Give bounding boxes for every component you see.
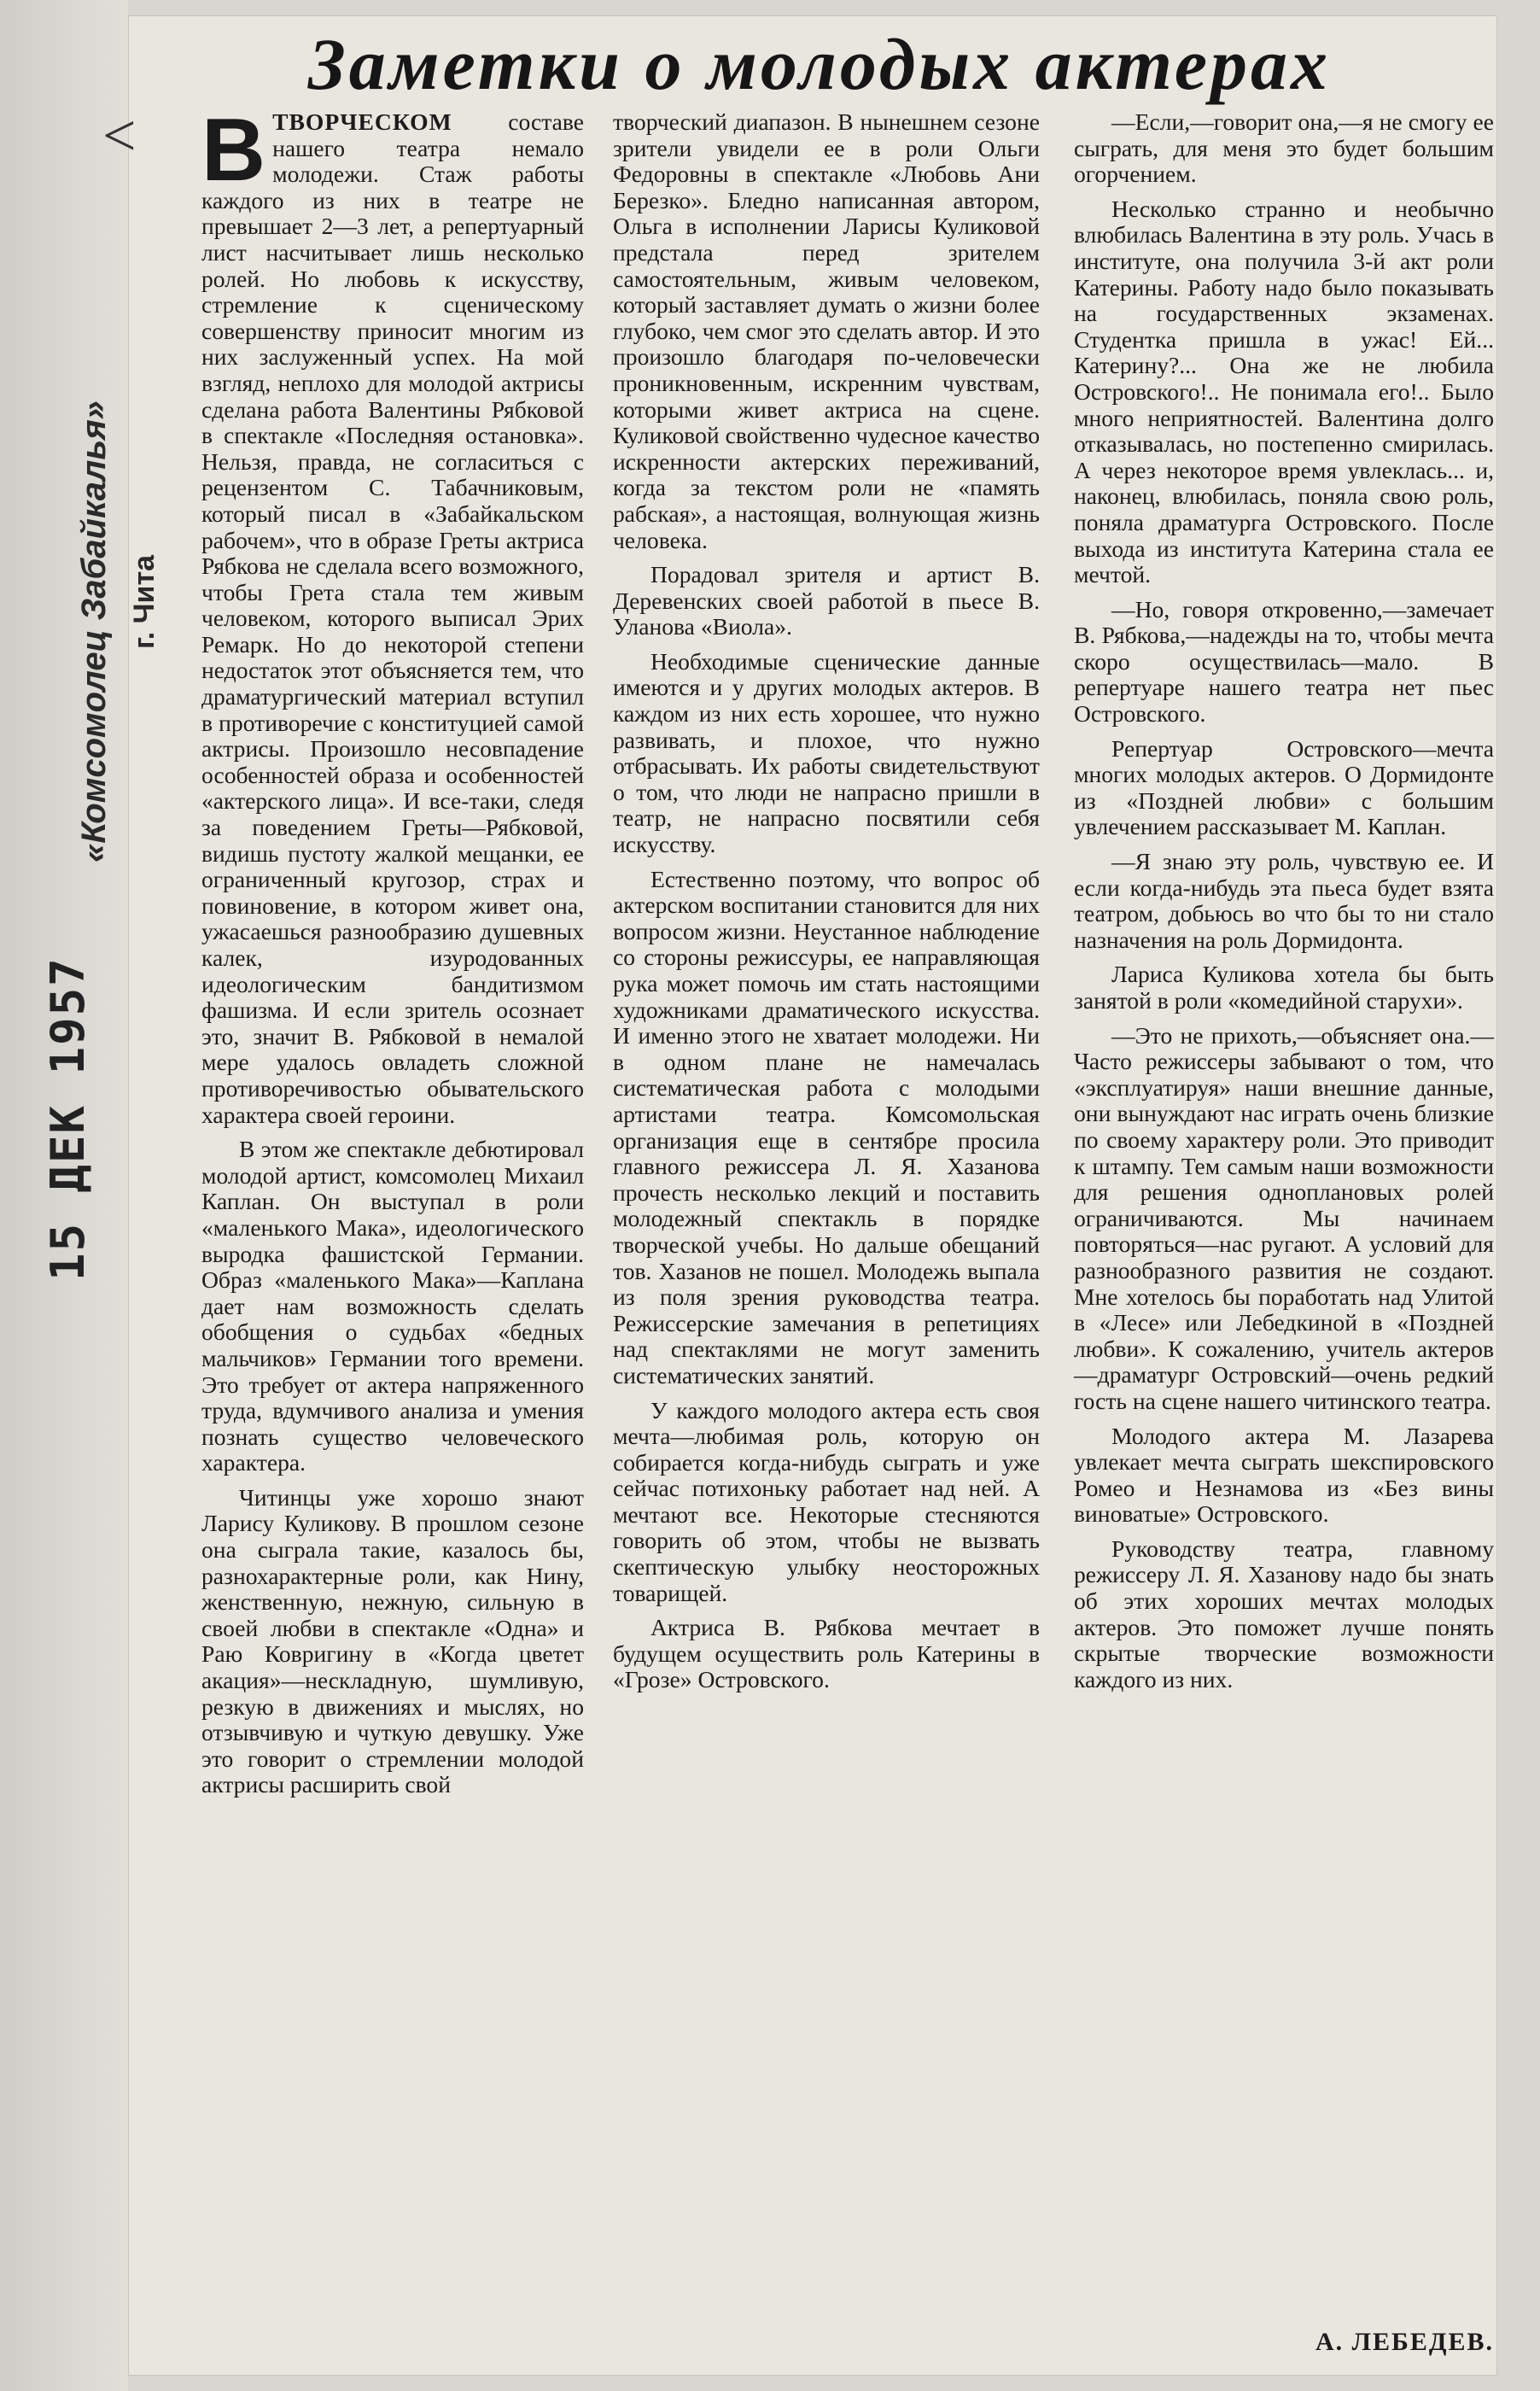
paragraph: Руководству театра, главному режиссеру Л. Я. Хазанову надо бы знать об этих хороших мечтах молодых актеров. Это поможет лучше понять скрытые творческие возможности каждого из них.: [1074, 1535, 1494, 1692]
paragraph: —Это не прихоть,—объясняет она.—Часто режиссеры забывают о том, что «эксплуатируя» наши внешние данные, они вынуждают нас играть очень близкие по своему характеру роли. Это приводит к штампу. Тем самым наши возможности для решения одноплановых ролей ограничиваются. Мы начинаем повторяться—нас ругают. А условий для разнообразного развития не создают. Мне хотелось бы поработать над Улитой в «Лесе» или Лебедкиной в «Поздней любви». К сожалению, учитель актеров—драматург Островский—очень редкий гость на сцене нашего читинского театра.: [1074, 1021, 1494, 1414]
paragraph: В этом же спектакле дебютировал молодой артист, комсомолец Михаил Каплан. Он выступал в роли «маленького Мака», идеологического выродка фашистской Германии. Образ «маленького Мака»—Каплана дает нам возможность сделать обобщения о судьбах «бедных мальчиков» Германии того времени. Это требует от актера напряженного труда, вдумчивого анализа и умения познать существо человеческого характера.: [201, 1136, 584, 1476]
city-stamp: г. Чита: [128, 554, 160, 649]
paragraph: Лариса Куликова хотела бы быть занятой в роли «комедийной старухи».: [1074, 961, 1494, 1014]
paragraph: Молодого актера М. Лазарева увлекает мечта сыграть шекспировского Ромео и Незнамова из «Без вины виноватые» Островского.: [1074, 1422, 1494, 1528]
paragraph: Актриса В. Рябкова мечтает в будущем осуществить роль Катерины в «Грозе» Островского.: [613, 1614, 1040, 1693]
paragraph: У каждого молодого актера есть своя мечта—любимая роль, которую он собирается когда-нибудь сыграть и уже сейчас потихоньку работает над ней. А мечтают все. Некоторые стесняются говорить об этом, чтобы не вызвать скептическую улыбку неосторожных товарищей.: [613, 1396, 1040, 1606]
article-column-1: [201, 101, 584, 1807]
paragraph: Необходимые сценические данные имеются и у других молодых актеров. В каждом из них есть хорошее, что нужно развивать, и плохое, что нужно отбрасывать. Их работы свидетельствуют о том, что люди не напрасно пришли в театр, не напрасно посвятили себя искусству.: [613, 647, 1040, 858]
pencil-margin-mark: <: [102, 103, 137, 169]
paragraph-text: составе нашего театра немало молодежи. Стаж работы каждого из них в театре не превышает 2—3 лет, а репертуарный лист насчитывает лишь несколько ролей. Но любовь к искусству, стремление к сценическому совершенству приносит многим из них заслуженный успех. На мой взгляд, неплохо для молодой актрисы сделана работа Валентины Рябковой в спектакле «Последняя остановка». Нельзя, правда, не согласиться с рецензентом С. Табачниковым, который писал в «Забайкальском рабочем», что в образе Греты актриса Рябкова не сделала всего возможного, чтобы Грета стала тем живым человеком, которого выписал Эрих Ремарк. Но до некоторой степени недостаток этот объясняется тем, что драматургический материал вступил в противоречие с конституцией самой актрисы. Произошло несовпадение особенностей образа и особенностей «актерского лица». И все-таки, следя за поведением Греты—Рябковой, видишь пустоту жалкой мещанки, ее ограниченный кругозор, страх и повиновение, в котором живет она, ужасаешься разнообразию душевных калек, изуродованных идеологическим бандитизмом фашизма. И если зритель осознает это, значит В. Рябковой в немалой мере удалось овладеть сложной противоречивостью обывательского характера своей героини.: [201, 108, 584, 1128]
paragraph: Несколько странно и необычно влюбилась Валентина в эту роль. Учась в институте, она получила 3-й акт роли Катерины. Работу надо было показывать на государственных экзаменах. Студентка пришла в ужас! Ей... Катерину?... Она же не любила Островского!.. Не понимала его!.. Было много неприятностей. Валентина долго отказывалась, но постепенно смирилась. А через некоторое время увлеклась... и, наконец, влюбилась, поняла свою роль, поняла драматурга Островского. После выхода из института Катерина стала ее мечтой.: [1074, 195, 1494, 588]
paragraph: Читинцы уже хорошо знают Ларису Куликову. В прошлом сезоне она сыграла такие, казалось бы, разнохарактерные роли, как Нину, женственную, нежную, сильную в своей любви в спектакле «Одна» и Раю Ковригину в «Когда цветет акация»—нескладную, шумливую, резкую в движениях и мыслях, но отзывчивую и чуткую девушку. Уже это говорит о стремлении молодой актрисы расширить свой: [201, 1483, 584, 1798]
article-column-3: [1074, 109, 1494, 1701]
paragraph: Репертуар Островского—мечта многих молодых актеров. О Дормидонте из «Поздней любви» с большим увлечением рассказывает М. Каплан.: [1074, 734, 1494, 840]
lead-word: ТВОРЧЕСКОМ: [272, 108, 452, 135]
paragraph: Естественно поэтому, что вопрос об актерском воспитании становится для них вопросом жизни. Неустанное наблюдение со стороны режиссуры, ее направляющая рука может помочь им стать настоящими художниками драматического искусства. И именно этого не хватает молодежи. Ни в одном плане не намечалась систематическая работа с молодыми артистами театра. Комсомольская организация еще в сентябре просила главного режиссера Л. Я. Хазанова прочесть несколько лекций и поставить молодежный спектакль в порядке творческой учебы. Но дальше обещаний тов. Хазанов не пошел. Молодежь выпала из поля зрения руководства театра. Режиссерские замечания в репетициях над спектаклями не могут заменить систематических занятий.: [613, 865, 1040, 1388]
author-signature: А. ЛЕБЕДЕВ.: [1315, 2328, 1494, 2356]
date-stamp: 15 ДЕК 1957: [41, 956, 95, 1281]
paragraph: Порадовал зрителя и артист В. Деревенских своей работой в пьесе В. Уланова «Виола».: [613, 561, 1040, 640]
article-column-2: [613, 109, 1040, 1702]
drop-cap: В: [201, 101, 266, 200]
paragraph: —Но, говоря откровенно,—замечает В. Рябкова,—надежды на то, чтобы мечта скоро осуществилась—мало. В репертуаре нашего театра нет пьес Островского.: [1074, 595, 1494, 728]
paragraph: творческий диапазон. В нынешнем сезоне зрители увидели ее в роли Ольги Федоровны в спектакле «Любовь Ани Березко». Бледно написанная автором, Ольга в исполнении Ларисы Куликовой предстала перед зрителем самостоятельным, живым человеком, который заставляет думать о жизни более глубоко, чем смог это сделать автор. И это произошло благодаря по-человечески проникновенным, искренним чувствам, которыми живет актриса на сцене. Куликовой свойственно чудесное качество искренности актерских переживаний, когда за текстом роли не «память рабская», а настоящая, волнующая жизнь человека.: [613, 108, 1040, 553]
paragraph: [201, 101, 584, 1128]
paragraph: —Если,—говорит она,—я не смогу ее сыграть, для меня это будет большим огорчением.: [1074, 108, 1494, 188]
paragraph: —Я знаю эту роль, чувствую ее. И если когда-нибудь эта пьеса будет взята театром, добьюсь во что бы то ни стало назначения на роль Дормидонта.: [1074, 848, 1494, 953]
article-headline: Заметки о молодых актерах: [307, 23, 1331, 105]
source-stamp: «Комсомолец Забайкалья»: [75, 400, 113, 862]
